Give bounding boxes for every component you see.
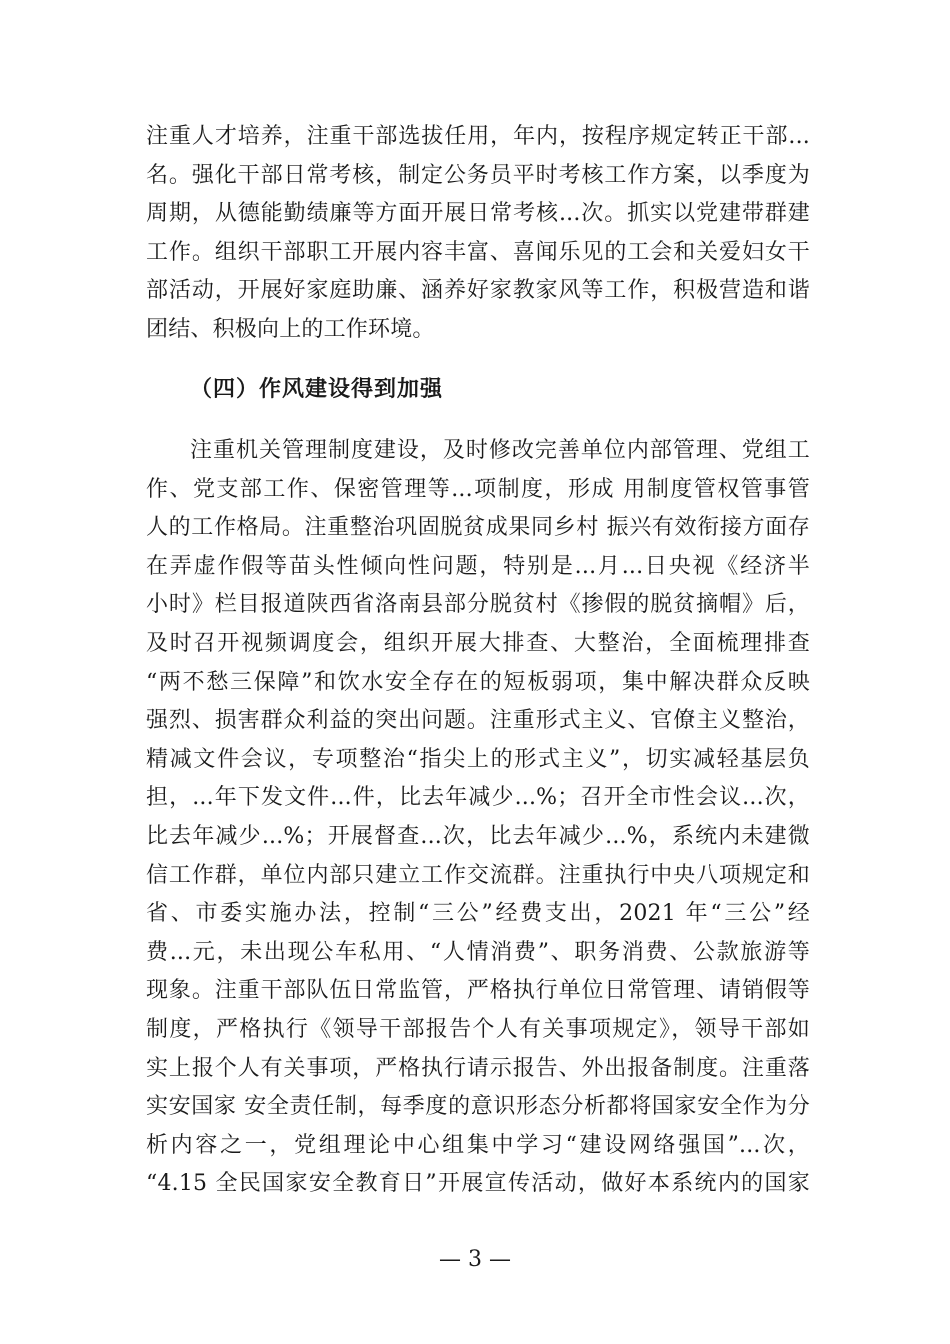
- paragraph-line: 实安国家 安全责任制，每季度的意识形态分析都将国家安全作为分: [146, 1094, 810, 1120]
- paragraph-line: 团结、积极向上的工作环境。: [146, 316, 435, 342]
- paragraph-line: 名。强化干部日常考核，制定公务员平时考核工作方案，以季度为: [146, 162, 810, 188]
- paragraph-line: “两不愁三保障”和饮水安全存在的短板弱项，集中解决群众反映: [146, 669, 810, 695]
- paragraph-line: 注重机关管理制度建设，及时修改完善单位内部管理、党组工: [190, 438, 810, 463]
- paragraph-line: 小时》栏目报道陕西省洛南县部分脱贫村《掺假的脱贫摘帽》后，: [146, 592, 810, 618]
- paragraph-line: 信工作群，单位内部只建立工作交流群。注重执行中央八项规定和: [146, 862, 810, 888]
- paragraph-line: 比去年减少...%；开展督查...次，比去年减少...%，系统内未建微: [146, 823, 810, 849]
- paragraph-line: 析内容之一，党组理论中心组集中学习“建设网络强国”...次，: [146, 1132, 810, 1158]
- paragraph-line: 工作。组织干部职工开展内容丰富、喜闻乐见的工会和关爱妇女干: [146, 239, 810, 265]
- page-number: — 3 —: [439, 1247, 511, 1272]
- paragraph-line: 在弄虚作假等苗头性倾向性问题，特别是...月...日央视《经济半: [146, 553, 810, 579]
- paragraph-line: 省、市委实施办法，控制“三公”经费支出，2021 年“三公”经: [146, 901, 810, 927]
- paragraph-line: 人的工作格局。注重整治巩固脱贫成果同乡村 振兴有效衔接方面存: [146, 515, 810, 541]
- paragraph-line: 实上报个人有关事项，严格执行请示报告、外出报备制度。注重落: [146, 1055, 810, 1081]
- paragraph-line: 费...元，未出现公车私用、“人情消费”、职务消费、公款旅游等: [146, 939, 810, 965]
- paragraph-line: 制度，严格执行《领导干部报告个人有关事项规定》，领导干部如: [146, 1016, 810, 1042]
- paragraph-line: “4.15 全民国家安全教育日”开展宣传活动，做好本系统内的国家: [146, 1171, 810, 1197]
- paragraph-line: 现象。注重干部队伍日常监管，严格执行单位日常管理、请销假等: [146, 978, 810, 1004]
- paragraph-work-style: [146, 432, 810, 1204]
- paragraph-line: 作、党支部工作、保密管理等...项制度，形成 用制度管权管事管: [146, 476, 810, 502]
- section-heading: （四）作风建设得到加强: [190, 377, 444, 402]
- paragraph-line: 部活动，开展好家庭助廉、涵养好家教家风等工作，积极营造和谐: [146, 278, 810, 304]
- paragraph-cadre-management: [146, 118, 810, 350]
- paragraph-line: 担，...年下发文件...件，比去年减少...%；召开全市性会议...次，: [146, 785, 810, 811]
- paragraph-line: 强烈、损害群众利益的突出问题。注重形式主义、官僚主义整治，: [146, 708, 810, 734]
- paragraph-line: 周期，从德能勤绩廉等方面开展日常考核...次。抓实以党建带群建: [146, 201, 810, 227]
- paragraph-line: 及时召开视频调度会，组织开展大排查、大整治，全面梳理排查: [146, 630, 810, 656]
- paragraph-line: 注重人才培养，注重干部选拔任用，年内，按程序规定转正干部...: [146, 124, 810, 149]
- paragraph-line: 精减文件会议，专项整治“指尖上的形式主义”，切实减轻基层负: [146, 746, 810, 772]
